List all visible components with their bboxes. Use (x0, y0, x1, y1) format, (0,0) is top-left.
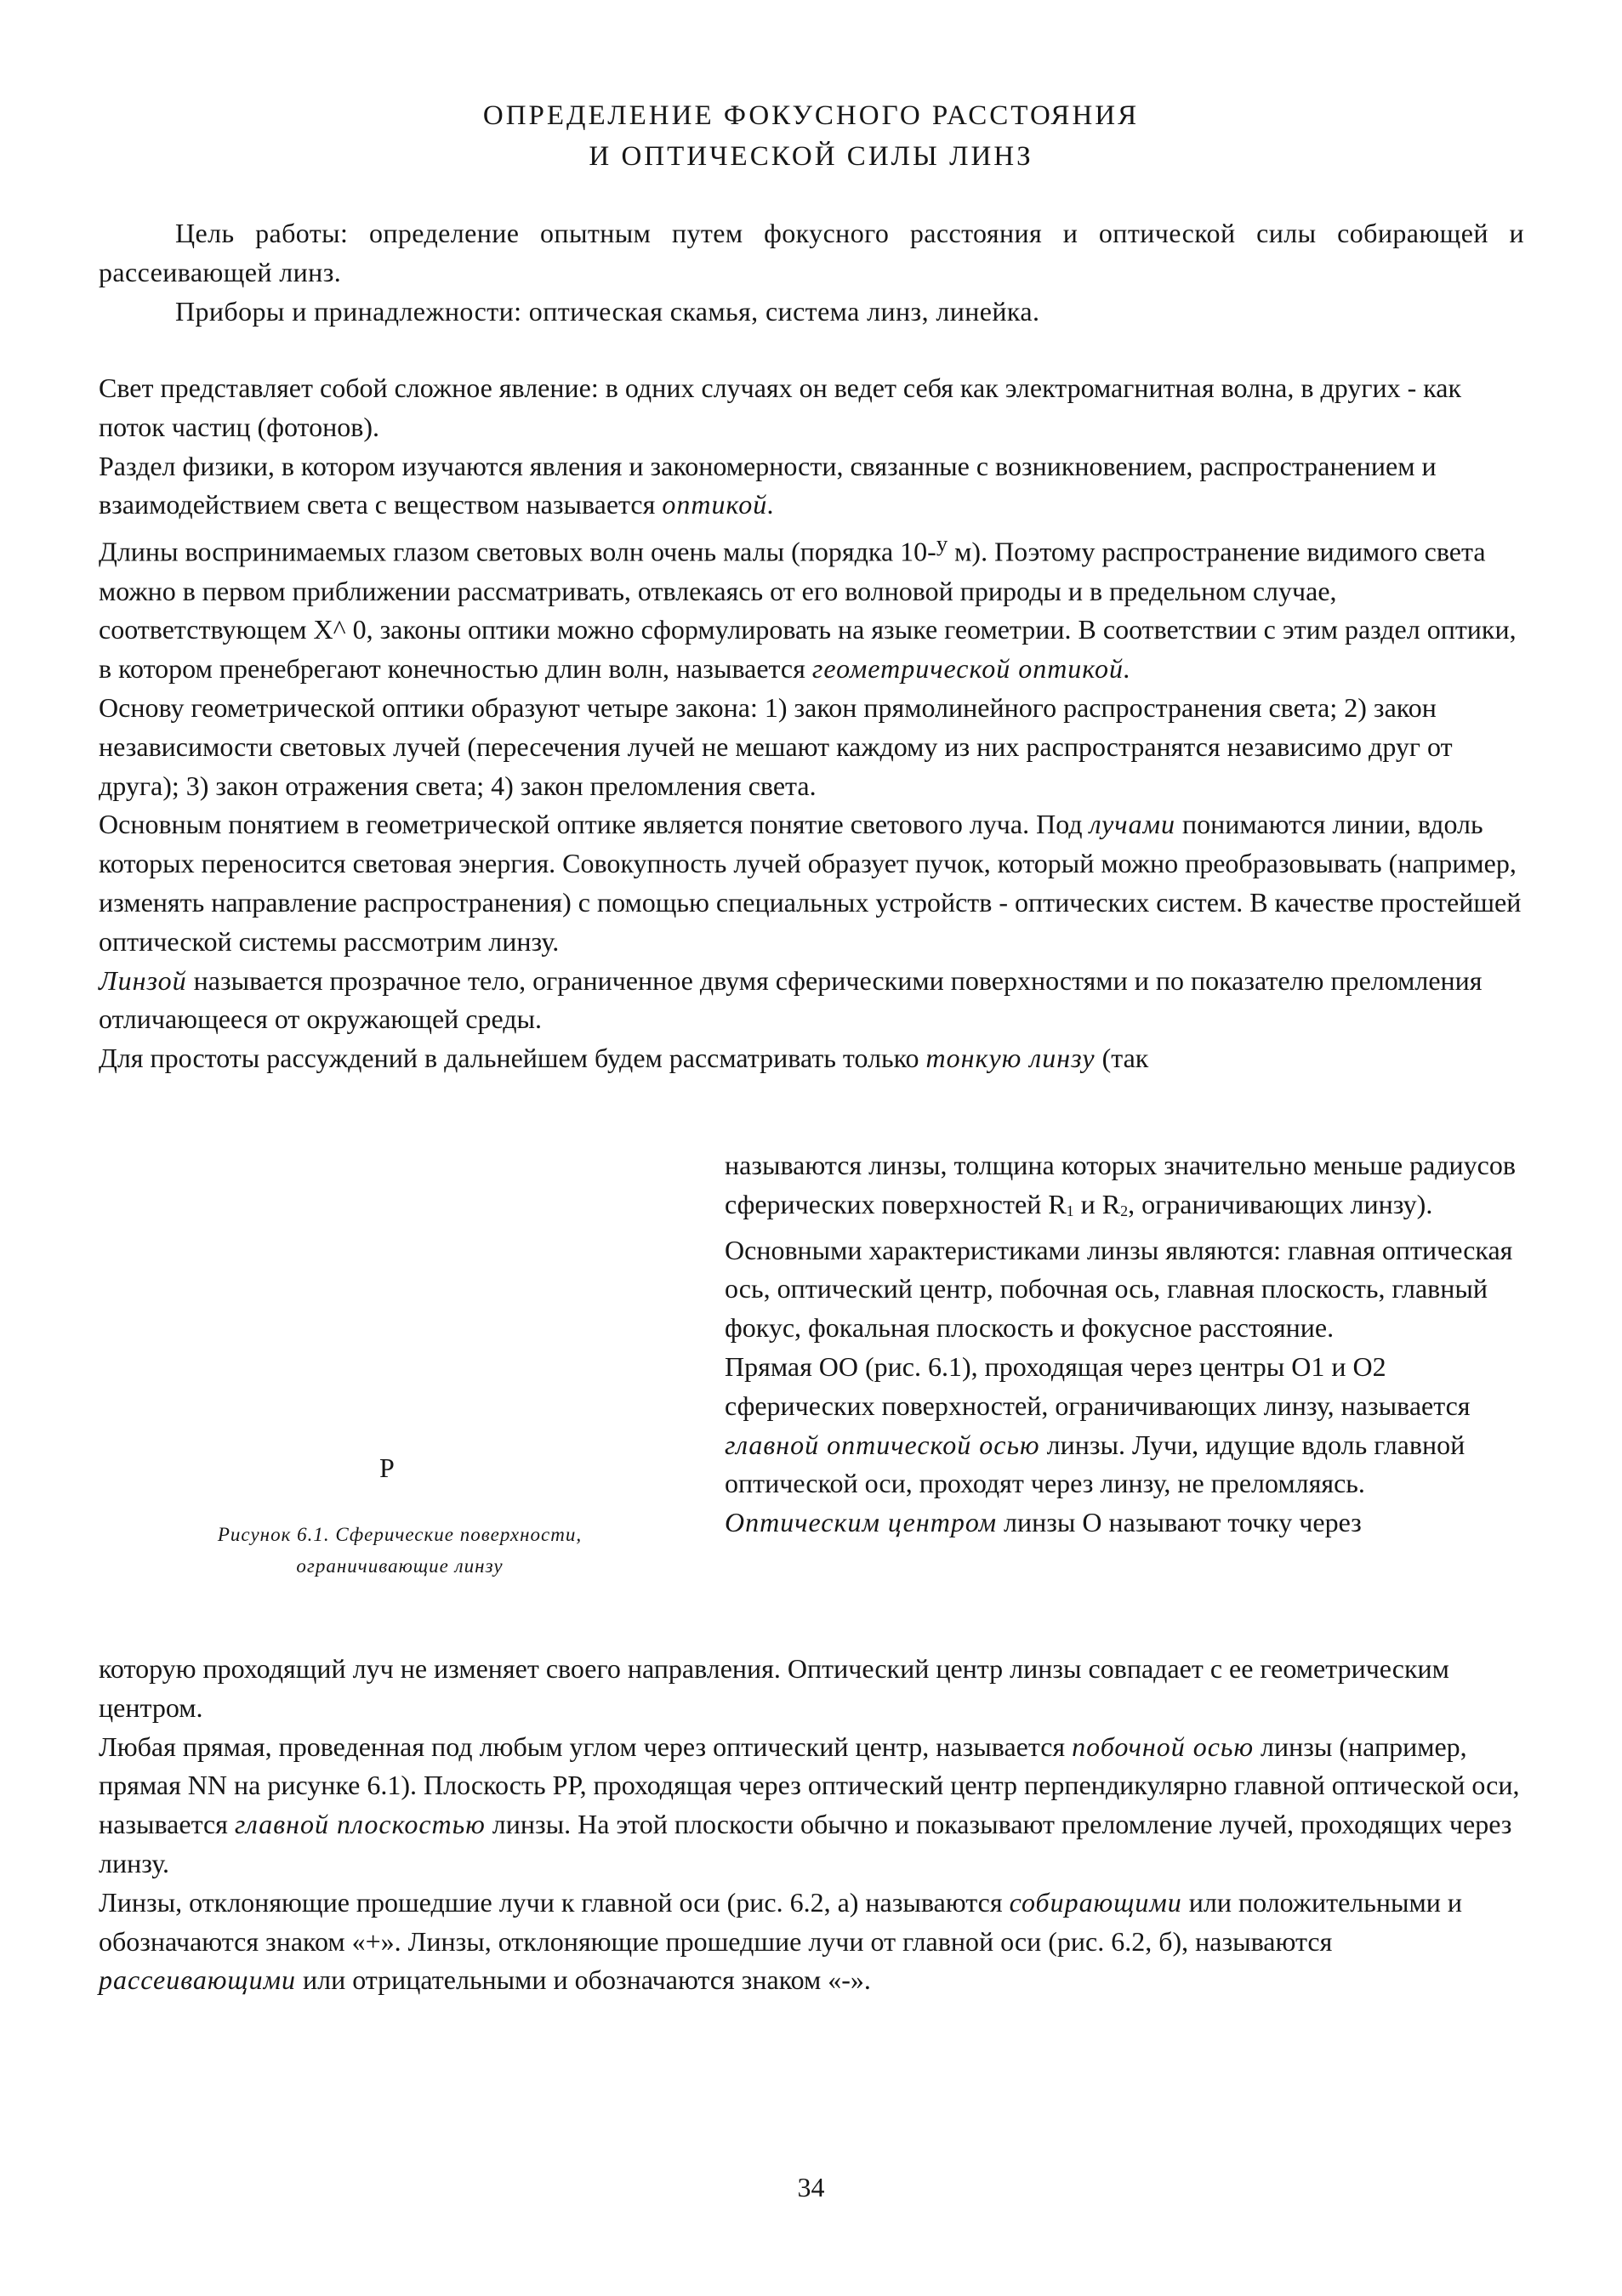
paragraph-thin-lens-cont (725, 1146, 1533, 1231)
term-main-plane: главной плоскостью (234, 1809, 486, 1840)
paragraph-main-axis (725, 1348, 1533, 1503)
text-run: или положительными и обозначаются знаком «+». Линзы, отклоняющие прошедшие лучи от главной оси (рис. 6.2, б), называются (99, 1886, 1462, 1957)
text-run: называется прозрачное тело, ограниченное двумя сферическими поверхностями и по показателю преломления отличающееся от окружающей среды. (99, 964, 1483, 1035)
paragraph-lens-definition (99, 962, 1524, 1040)
figure-label-p: P (379, 1452, 395, 1483)
term-thin-lens: тонкую линзу (925, 1043, 1096, 1074)
exponent: у (936, 531, 948, 557)
term-secondary-axis: побочной осью (1072, 1731, 1255, 1762)
term-lens: Линзой (99, 964, 187, 996)
caption-line-2: ограничивающие линзу (296, 1555, 504, 1577)
text-run: Раздел физики, в котором изучаются явления и закономерности, связанные с возникновением, распространением и взаимодействием света с веществом называется (99, 450, 1437, 520)
main-text-top (99, 369, 1524, 1078)
paragraph-thin-lens (99, 1039, 1524, 1078)
title-line-2: И ОПТИЧЕСКОЙ СИЛЫ ЛИНЗ (589, 141, 1033, 172)
paragraph-optical-center-cont: которую проходящий луч не изменяет своего направления. Оптический центр линзы совпадает с ее геометрическим центром. (99, 1653, 1449, 1723)
text-run: линзы (например, прямая NN на рисунке 6.1). Плоскость PP, проходящая через оптический центр перпендикулярно главной оптической оси, называется (99, 1731, 1520, 1840)
paragraph-secondary-axis (99, 1728, 1524, 1884)
text-run: Прямая ОО (рис. 6.1), проходящая через центры O1 и O2 сферических поверхностей, ограничивающих линзу, называется (725, 1350, 1471, 1421)
intro-block (99, 214, 1524, 331)
text-run: понимаются линии, вдоль которых переносится световая энергия. Совокупность лучей образует пучок, который можно преобразовывать (например, изменять направление распространения) с помощью специальных устройств - оптических систем. В качестве простейшей оптической системы рассмотрим линзу. (99, 809, 1522, 957)
text-run: линзы. На этой плоскости обычно и показывают преломление лучей, проходящих через линзу. (99, 1809, 1512, 1878)
paragraph-four-laws: Основу геометрической оптики образуют четыре закона: 1) закон прямолинейного распространения света; 2) закон независимости световых лучей (пересечения лучей не мешают каждому из них распространятся независимо друг от друга); 3) закон отражения света; 4) закон преломления света. (99, 692, 1453, 801)
main-text-bottom (99, 1650, 1524, 2000)
text-run: Любая прямая, проведенная под любым углом через оптический центр, называется (99, 1731, 1073, 1762)
term-geometric-optics: геометрической оптикой. (811, 653, 1132, 685)
term-optical-center: Оптическим центром (725, 1507, 998, 1538)
text-run: линзы. Лучи, идущие вдоль главной оптической оси, проходят через линзу, не преломляясь. (725, 1429, 1465, 1499)
text-run: Длины воспринимаемых глазом световых волн очень малы (порядка 10- (99, 536, 936, 567)
page-number: 34 (797, 2172, 825, 2202)
text-run: (так (1095, 1043, 1149, 1074)
figure-caption (153, 1519, 646, 1582)
text-run: Основным понятием в геометрической оптике является понятие светового луча. Под (99, 809, 1090, 840)
term-converging: собирающими (1009, 1886, 1182, 1918)
term-optics: оптикой. (662, 489, 776, 520)
subscript: 1 (1066, 1202, 1074, 1219)
text-run: и R (1073, 1188, 1121, 1219)
figure-side-text (725, 1146, 1533, 1543)
text-run: называются линзы, толщина которых значительно меньше радиусов сферических поверхностей R (725, 1150, 1516, 1219)
text-run: или отрицательными и обозначаются знаком «-». (296, 1964, 871, 1996)
term-diverging: рассеивающими (99, 1964, 296, 1996)
paragraph-optics-definition (99, 447, 1524, 526)
paragraph-wavelength (99, 525, 1524, 689)
text-run: , ограничивающих линзу). (1128, 1188, 1433, 1219)
term-rays: лучами (1089, 809, 1175, 840)
text-run: м). Поэтому распространение видимого света можно в первом приближении рассматривать, отвлекаясь от его волновой природы и в предельном случае, соответствующем X^ 0, законы оптики можно сформулировать на языке геометрии. В соответствии с этим раздел оптики, в котором пренебрегают конечностью длин волн, называется (99, 536, 1517, 685)
text-run: линзы О называют точку через (997, 1507, 1362, 1538)
caption-line-1: Рисунок 6.1. Сферические поверхности, (217, 1524, 583, 1545)
subscript: 2 (1120, 1202, 1129, 1219)
text-run: Для простоты рассуждений в дальнейшем будем рассматривать только (99, 1043, 926, 1074)
term-main-optical-axis: главной оптической осью (725, 1429, 1040, 1460)
devices-paragraph: Приборы и принадлежности: оптическая скамья, система линз, линейка. (175, 295, 1040, 327)
title-line-1: ОПРЕДЕЛЕНИЕ ФОКУСНОГО РАССТОЯНИЯ (482, 100, 1140, 131)
paragraph-optical-center-start (725, 1503, 1533, 1543)
paragraph-lens-types (99, 1884, 1524, 2000)
aim-paragraph: Цель работы: определение опытным путем фокусного расстояния и оптической силы собирающей и рассеивающей линз. (99, 218, 1524, 287)
paragraph-light-nature: Свет представляет собой сложное явление: в одних случаях он ведет себя как электромагнитная волна, в других - как поток частиц (фотонов). (99, 372, 1462, 442)
text-run: Линзы, отклоняющие прошедшие лучи к главной оси (рис. 6.2, а) называются (99, 1886, 1010, 1918)
page-title (0, 95, 1622, 177)
paragraph-lens-characteristics: Основными характеристиками линзы являются: главная оптическая ось, оптический центр, побочная ось, главная плоскость, главный фокус, фокальная плоскость и фокусное расстояние. (725, 1234, 1513, 1344)
paragraph-light-ray (99, 805, 1524, 961)
